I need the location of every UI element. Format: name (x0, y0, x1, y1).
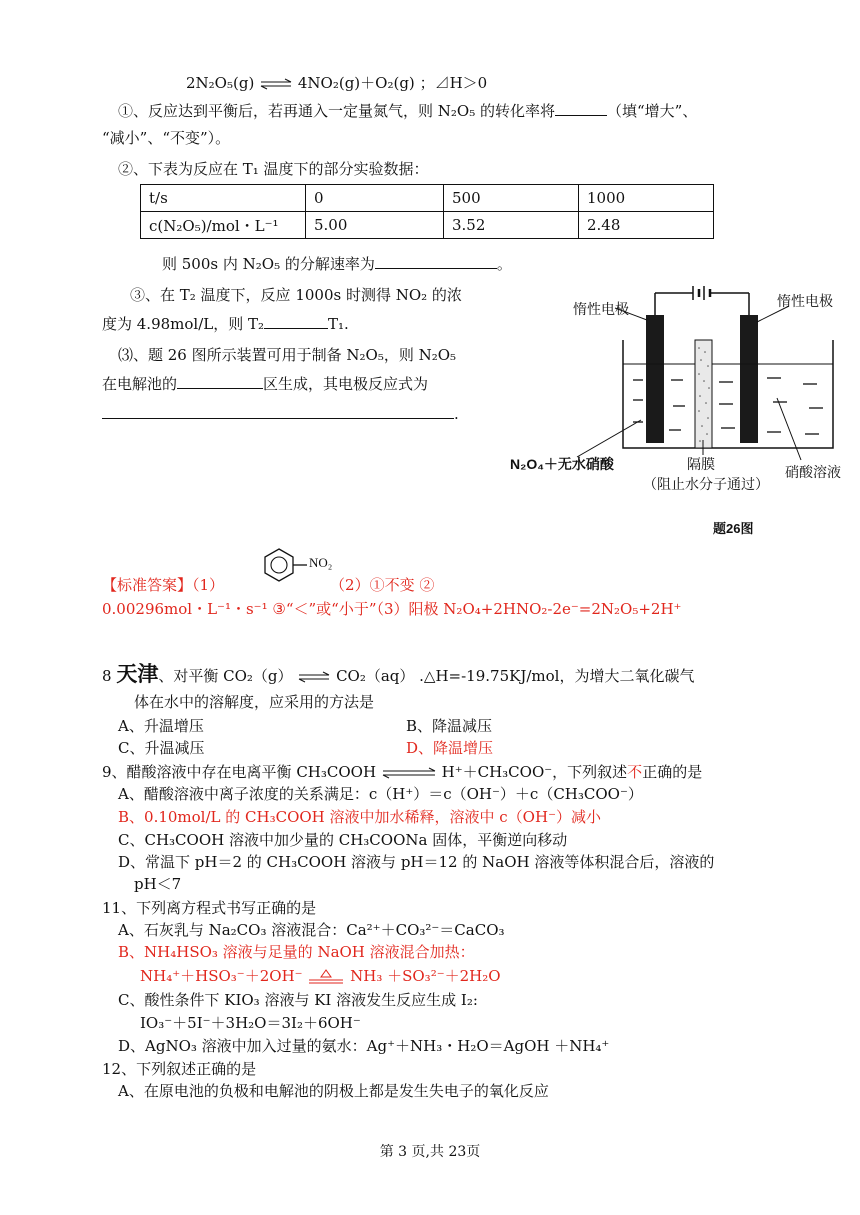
q7-part4-line3 (102, 404, 459, 424)
left-solution-label: N₂O₄＋无水硝酸 (510, 456, 614, 472)
q9-stem-b: H⁺＋CH₃COO⁻，下列叙述 (441, 763, 628, 781)
q8-text-a: 、对平衡 CO₂（g） (158, 667, 293, 685)
reaction-equation (186, 73, 487, 93)
answer-part2: （2）①不变 ② (330, 576, 435, 594)
q12-stem: 12、下列叙述正确的是 (102, 1060, 257, 1078)
q7-part4-end: . (454, 405, 459, 423)
q7-part3-end: T₁. (328, 315, 349, 333)
equilibrium-arrow-icon (381, 767, 437, 779)
q11-option-c-line2: IO₃⁻＋5I⁻＋3H₂O＝3I₂＋6OH⁻ (140, 1014, 361, 1032)
reaction-tail: ；⊿H＞0 (419, 74, 488, 92)
q12-option-a: A、在原电池的负极和电解池的阴极上都是发生失电子的氧化反应 (118, 1082, 549, 1100)
q9-option-c: C、CH₃COOH 溶液中加少量的 CH₃COONa 固体，平衡逆向移动 (118, 831, 568, 849)
answer-blank (102, 404, 454, 419)
answer-label: 【标准答案】（1） (102, 576, 225, 594)
q7-rate-line (162, 254, 512, 274)
heat-arrow-icon (307, 969, 345, 985)
q7-part1-hint: （填“增大”、 (607, 102, 698, 120)
q11-b-rhs: NH₃ ＋SO₃²⁻＋2H₂O (350, 967, 501, 985)
table-cell: 0 (306, 185, 444, 212)
q7-part4-line1: ⑶、题 26 图所示装置可用于制备 N₂O₅，则 N₂O₅ (118, 346, 457, 364)
q7-part1-text: ①、反应达到平衡后，若再通入一定量氮气，则 N₂O₅ 的转化率将 (118, 102, 555, 120)
q9-stem-not: 不 (627, 763, 643, 781)
table-cell: 1000 (579, 185, 714, 212)
answer-line2: 0.00296mol・L⁻¹・s⁻¹ ③“＜”或“小于”（3）阳极 N₂O₄+2HNO₂-2e⁻=2N₂O₅+2H⁺ (102, 600, 682, 618)
reaction-rhs: 4NO₂(g)＋O₂(g) (297, 74, 415, 92)
q7-part3-line2 (102, 314, 349, 334)
q7-part1-line2: “减小”、“不变”）。 (102, 129, 231, 147)
q9-option-d-line1: D、常温下 pH＝2 的 CH₃COOH 溶液与 pH＝12 的 NaOH 溶液等体积混合后，溶液的 (118, 853, 715, 871)
table-cell: 500 (444, 185, 579, 212)
q7-part2-text: ②、下表为反应在 T₁ 温度下的部分实验数据： (118, 160, 429, 178)
table-cell: t/s (141, 185, 306, 212)
q7-rate-text: 则 500s 内 N₂O₅ 的分解速率为 (162, 255, 375, 273)
table-row (141, 185, 714, 212)
q8-text-b: CO₂（aq） .△H=-19.75KJ/mol，为增大二氧化碳气 (336, 667, 695, 685)
q7-part4-line2 (102, 374, 428, 394)
table-cell: 2.48 (579, 212, 714, 239)
equilibrium-arrow-icon (259, 78, 293, 90)
membrane-note-label: （阻止水分子通过） (643, 476, 769, 492)
equilibrium-arrow-icon (297, 671, 331, 683)
q11-option-b-line2 (140, 966, 501, 986)
q8-stem-line2: 体在水中的溶解度，应采用的方法是 (134, 693, 375, 711)
table-row (141, 212, 714, 239)
q9-option-d-line2: pH＜7 (134, 875, 182, 893)
answer-blank (264, 314, 328, 329)
q8-city: 天津 (116, 661, 159, 686)
q7-part4-text2: 区生成，其电极反应式为 (263, 375, 429, 393)
figure-caption: 题26图 (713, 521, 754, 536)
electrolysis-cell-diagram (505, 280, 850, 545)
q9-option-a: A、醋酸溶液中离子浓度的关系满足：c（H⁺）＝c（OH⁻）＋c（CH₃COO⁻） (118, 785, 643, 803)
q7-part4-text: 在电解池的 (102, 375, 178, 393)
page-footer: 第 3 页,共 23页 (379, 1144, 481, 1160)
nitro-group-label: NO₂ (309, 555, 333, 570)
answer-blank (555, 101, 607, 116)
q9-option-b: B、0.10mol/L 的 CH₃COOH 溶液中加水稀释，溶液中 c（OH⁻）减小 (118, 808, 601, 826)
q8-option-d: D、降温增压 (406, 739, 494, 757)
q11-b-lhs: NH₄⁺＋HSO₃⁻＋2OH⁻ (140, 967, 303, 985)
reaction-lhs: 2N₂O₅(g) (186, 74, 255, 92)
table-cell: 3.52 (444, 212, 579, 239)
q7-part1-line1 (118, 101, 697, 121)
q11-stem: 11、下列离方程式书写正确的是 (102, 899, 317, 917)
experiment-data-table (140, 184, 714, 239)
q9-stem-a: 9、醋酸溶液中存在电离平衡 CH₃COOH (102, 763, 377, 781)
q9-stem (102, 762, 702, 782)
left-electrode-label: 惰性电极 (573, 301, 629, 317)
right-solution-label: 硝酸溶液 (785, 464, 841, 480)
q8-stem-line1 (102, 661, 695, 686)
table-cell: c(N₂O₅)/mol・L⁻¹ (141, 212, 306, 239)
q8-option-c: C、升温减压 (118, 739, 205, 757)
q11-option-c-line1: C、酸性条件下 KIO₃ 溶液与 KI 溶液发生反应生成 I₂: (118, 991, 478, 1009)
membrane-label: 隔膜 (687, 456, 715, 472)
q11-option-a: A、石灰乳与 Na₂CO₃ 溶液混合：Ca²⁺＋CO₃²⁻＝CaCO₃ (118, 921, 505, 939)
answer-blank (177, 374, 263, 389)
q7-part3-line1: ③、在 T₂ 温度下，反应 1000s 时测得 NO₂ 的浓 (130, 286, 462, 304)
answer-line1 (102, 575, 434, 595)
q11-option-d: D、AgNO₃ 溶液中加入过量的氨水：Ag⁺＋NH₃・H₂O＝AgOH ＋NH₄⁺ (118, 1037, 610, 1055)
answer-blank (375, 254, 497, 269)
table-cell: 5.00 (306, 212, 444, 239)
q7-rate-end: 。 (496, 255, 512, 273)
q8-option-a: A、升温增压 (118, 717, 204, 735)
q8-option-b: B、降温减压 (406, 717, 493, 735)
right-electrode-label: 惰性电极 (777, 293, 833, 309)
q7-part3-text: 度为 4.98mol/L，则 T₂ (102, 315, 265, 333)
q11-option-b-line1: B、NH₄HSO₃ 溶液与足量的 NaOH 溶液混合加热： (118, 943, 475, 961)
q8-number: 8 (102, 667, 112, 685)
q9-stem-c: 正确的是 (642, 763, 703, 781)
